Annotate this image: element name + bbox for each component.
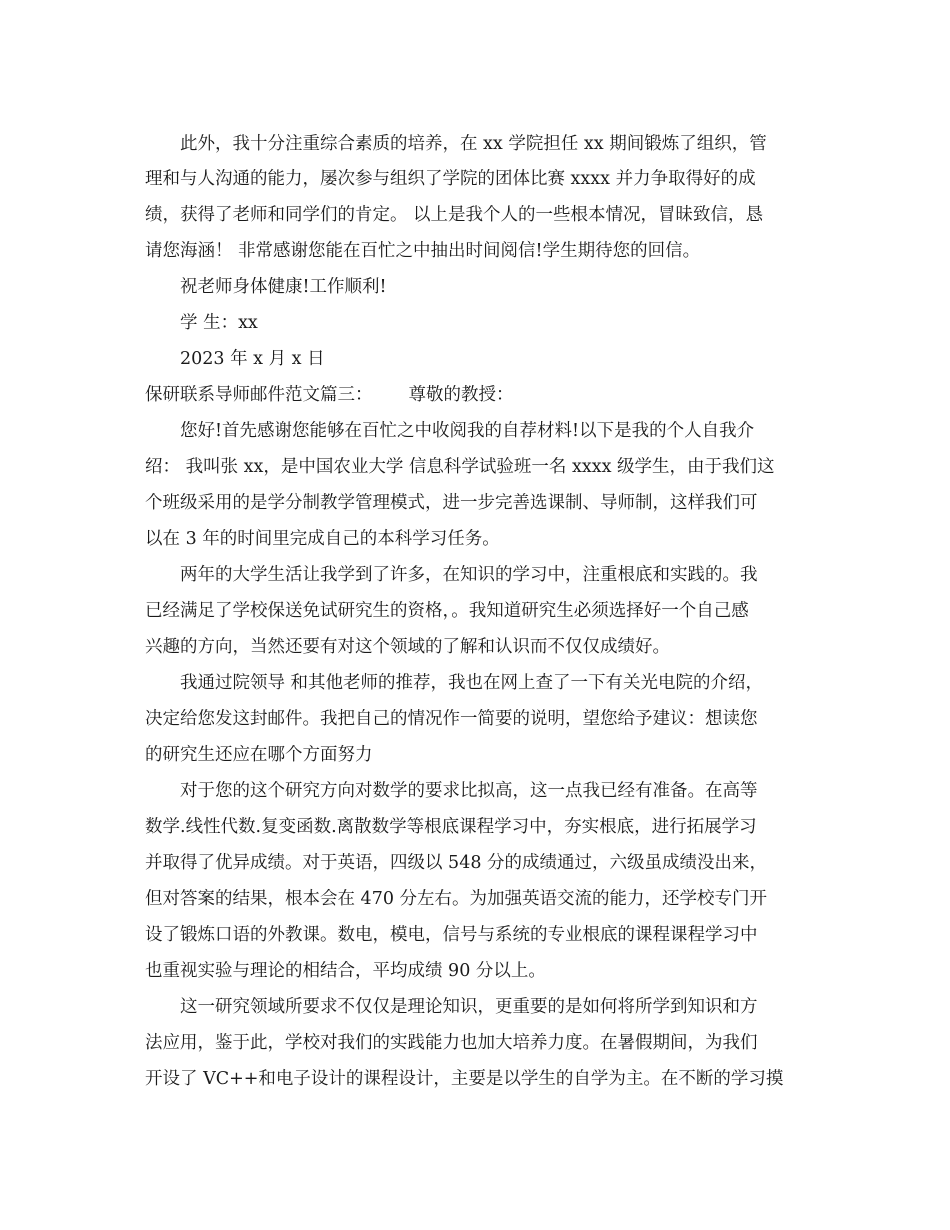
paragraph-line: 个班级采用的是学分制教学管理模式，进一步完善选课制、导师制，这样我们可: [145, 493, 758, 513]
paragraph-line: 理和与人沟通的能力，屡次参与组织了学院的团体比赛 xxxx 并力争取得好的成: [145, 169, 756, 189]
paragraph-line: 绍： 我叫张 xx，是中国农业大学 信息科学试验班一名 xxxx 级学生，由于我们这: [145, 457, 775, 477]
closing-wish: 祝老师身体健康!工作顺利!: [180, 277, 387, 297]
paragraph-line: 这一研究领域所要求不仅仅是理论知识，更重要的是如何将所学到知识和方: [180, 997, 758, 1017]
paragraph-line: 并取得了优异成绩。对于英语，四级以 548 分的成绩通过，六级虽成绩没出来，: [145, 853, 768, 873]
paragraph-line: 两年的大学生活让我学到了许多，在知识的学习中，注重根底和实践的。我: [180, 565, 758, 585]
paragraph-line: 的研究生还应在哪个方面努力: [145, 745, 373, 765]
paragraph-line: 我通过院领导 和其他老师的推荐，我也在网上查了一下有关光电院的介绍，: [180, 673, 764, 693]
paragraph-line: 已经满足了学校保送免试研究生的资格，。我知道研究生必须选择好一个自己感: [145, 601, 749, 621]
paragraph-line: 对于您的这个研究方向对数学的要求比拟高，这一点我已经有准备。在高等: [180, 781, 758, 801]
paragraph-line: 绩，获得了老师和同学们的肯定。 以上是我个人的一些根本情况，冒昧致信，恳: [145, 205, 764, 225]
paragraph-line: 但对答案的结果，根本会在 470 分左右。为加强英语交流的能力，还学校专门开: [145, 889, 768, 909]
signature-line: 学 生：xx: [180, 313, 258, 333]
paragraph-line: 请您海涵！ 非常感谢您能在百忙之中抽出时间阅信!学生期待您的回信。: [145, 241, 701, 261]
paragraph-line: 此外，我十分注重综合素质的培养，在 xx 学院担任 xx 期间锻炼了组织，管: [180, 134, 767, 154]
paragraph-line: 设了锻炼口语的外教课。数电，模电，信号与系统的专业根底的课程课程学习中: [145, 925, 758, 945]
paragraph-line: 数学.线性代数.复变函数.离散数学等根底课程学习中，夯实根底，进行拓展学习: [145, 817, 757, 837]
section-heading: 保研联系导师邮件范文篇三：: [145, 385, 373, 405]
salutation: 尊敬的教授：: [408, 385, 514, 405]
section-heading-row: [145, 383, 810, 407]
paragraph-line: 兴趣的方向，当然还要有对这个领域的了解和认识而不仅仅成绩好。: [145, 637, 670, 657]
paragraph-line: 法应用，鉴于此，学校对我们的实践能力也加大培养力度。在暑假期间，为我们: [145, 1033, 758, 1053]
date-line: 2023 年 x 月 x 日: [180, 349, 325, 369]
paragraph-line: 您好!首先感谢您能够在百忙之中收阅我的自荐材料!以下是我的个人自我介: [180, 421, 755, 441]
paragraph-line: 以在 3 年的时间里完成自己的本科学习任务。: [145, 529, 500, 549]
paragraph-line: 开设了 VC++和电子设计的课程设计，主要是以学生的自学为主。在不断的学习摸: [145, 1069, 784, 1089]
paragraph-line: 也重视实验与理论的相结合，平均成绩 90 分以上。: [145, 961, 546, 981]
paragraph-line: 决定给您发这封邮件。我把自己的情况作一简要的说明，望您给予建议：想读您: [145, 709, 758, 729]
